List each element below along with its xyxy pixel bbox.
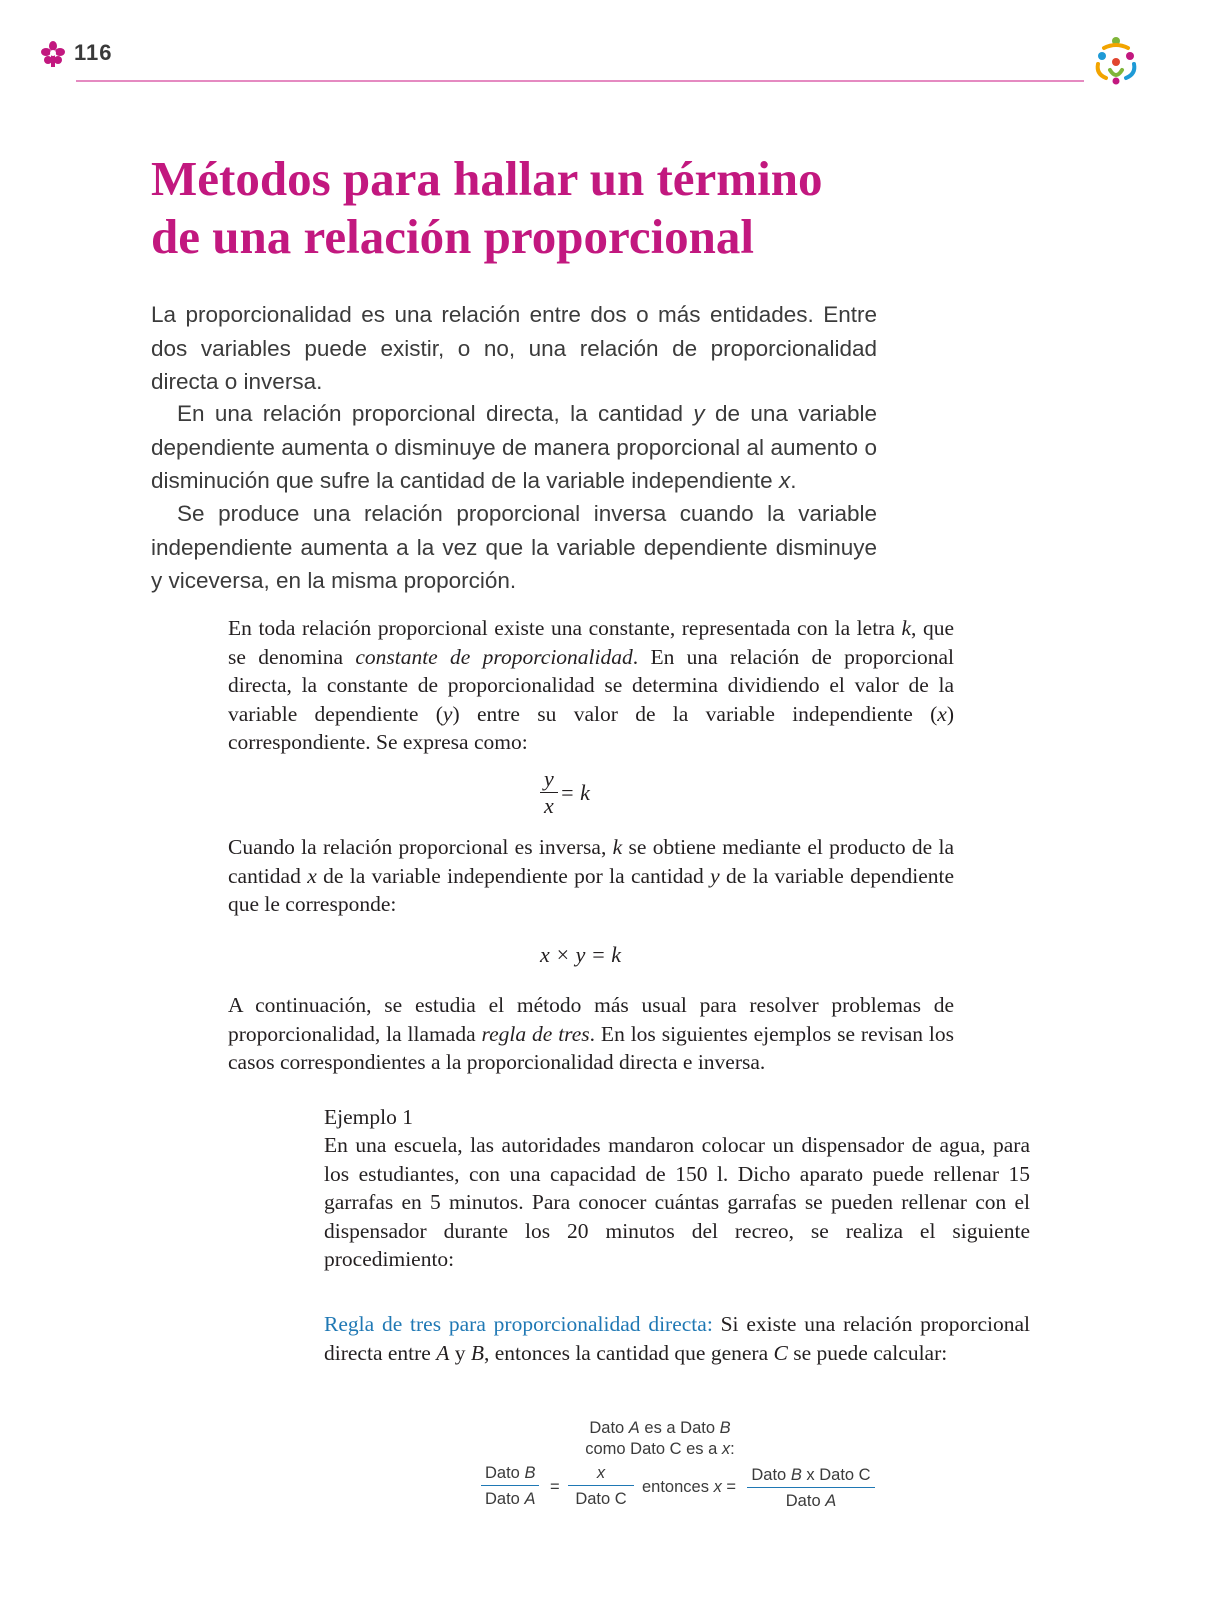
text: de la variable dependiente que le corresponde:	[228, 863, 955, 916]
example-body: En una escuela, las autoridades mandaron colocar un dispensador de agua, para los estudiantes, con una capacidad de 150 l. Dicho aparato puede rellenar 15 garrafas en 5 minutos. Para conocer cuántas garrafas se pueden rellenar con el dispensador durante los 20 minutos del recreo, se realiza el siguiente procedimiento:	[324, 1133, 1030, 1271]
fraction-denominator: x	[544, 793, 554, 818]
var-B: B	[719, 1419, 731, 1437]
equals-sign: =	[550, 1478, 560, 1496]
text: Si existe una relación proporcional directa entre	[324, 1312, 1030, 1365]
var-x: x	[713, 1478, 722, 1496]
fraction-y-over-x	[540, 766, 558, 819]
fraction-result	[744, 1464, 878, 1512]
then-label	[642, 1478, 736, 1497]
text: se obtiene mediante el producto de la cantidad	[228, 835, 954, 888]
var-A: A	[628, 1419, 640, 1437]
fraction-numerator	[568, 1462, 634, 1486]
text: En toda relación proporcional existe una constante, representada con la letra	[228, 616, 902, 640]
method-paragraph	[228, 991, 954, 1077]
intro-paragraph-2	[151, 397, 877, 498]
caption-line-1	[540, 1418, 780, 1439]
page-title	[151, 150, 1051, 266]
var-A: A	[436, 1340, 450, 1365]
fraction-denominator	[481, 1486, 539, 1510]
var-C: C	[773, 1340, 788, 1365]
text: es a Dato	[639, 1419, 720, 1437]
text: se puede calcular:	[787, 1340, 948, 1365]
text: =	[721, 1478, 737, 1496]
var-y: y	[693, 401, 705, 426]
var-x: x	[596, 1464, 606, 1482]
fraction-denominator	[782, 1488, 840, 1512]
text: , que se denomina	[228, 616, 954, 669]
formula-rhs: = k	[559, 779, 590, 805]
title-line-2: de una relación proporcional	[151, 209, 755, 264]
text: Dato	[485, 1490, 525, 1508]
formula-direct	[540, 766, 700, 819]
fraction-numerator	[747, 1464, 874, 1488]
flower-ornament-icon	[40, 40, 66, 68]
text: Dato	[589, 1419, 629, 1437]
text: . En los siguientes ejemplos se revisan los casos correspondientes a la proporcionalidad directa e inversa.	[228, 1021, 955, 1074]
text: :	[730, 1440, 735, 1458]
var-x: x	[721, 1440, 731, 1458]
text: de la variable independiente por la cantidad	[316, 863, 711, 888]
text: ) correspondiente. Se expresa como:	[228, 701, 955, 754]
var-x: x	[307, 863, 317, 888]
page-number: 116	[74, 40, 113, 65]
text: ) entre su valor de la variable independiente (	[452, 701, 938, 726]
text: , entonces la cantidad que genera	[483, 1340, 774, 1365]
fraction-numerator: y	[540, 766, 558, 793]
text: y	[449, 1340, 471, 1365]
text: entonces	[642, 1478, 714, 1496]
text: como Dato C es a	[585, 1440, 722, 1458]
var-x: x	[778, 468, 791, 493]
inverse-paragraph	[228, 833, 954, 919]
text: Dato	[785, 1492, 826, 1510]
caption-line-2	[540, 1439, 780, 1460]
var-B: B	[790, 1466, 802, 1484]
term-regla-de-tres: regla de tres	[481, 1021, 590, 1046]
text: A continuación, se estudia el método más usual para resolver problemas de proporcionalidad, la llamada	[228, 993, 954, 1046]
text: En una relación proporcional directa, la cantidad	[177, 401, 694, 426]
var-x: x	[937, 701, 947, 726]
text: de una variable dependiente aumenta o disminuye de manera proporcional al aumento o disminución que sufre la cantidad de la variable independiente	[151, 401, 877, 493]
colorful-figures-logo-icon	[1090, 34, 1142, 86]
fraction-x-over-datoC	[568, 1462, 634, 1510]
formula-inverse: x × y = k	[540, 942, 621, 967]
var-A: A	[524, 1490, 536, 1508]
var-B: B	[470, 1340, 484, 1365]
example-title: Ejemplo 1	[324, 1105, 413, 1129]
var-k: k	[612, 835, 623, 859]
text: Dato	[751, 1466, 791, 1484]
var-y: y	[442, 701, 453, 726]
rule-caption	[540, 1418, 780, 1460]
intro-paragraph-3: Se produce una relación proporcional inversa cuando la variable independiente aumenta a la vez que la variable dependiente disminuye y viceversa, en la misma proporción.	[151, 501, 877, 593]
text: . En una relación de proporcional directa, la constante de proporcionalidad se determina dividiendo el valor de la variable dependiente (	[228, 644, 954, 726]
var-y: y	[710, 863, 720, 888]
var-A: A	[825, 1492, 837, 1510]
var-k: k	[901, 616, 911, 640]
var-B: B	[524, 1464, 536, 1482]
text: x Dato C	[801, 1466, 871, 1484]
text: Dato	[485, 1464, 525, 1482]
rule-heading: Regla de tres para proporcionalidad directa:	[324, 1312, 713, 1336]
fraction-denominator: Dato C	[575, 1490, 627, 1508]
fraction-datoB-over-datoA	[481, 1462, 539, 1510]
constant-paragraph	[228, 614, 954, 757]
text: Cuando la relación proporcional es inversa,	[228, 835, 613, 859]
fraction-numerator	[481, 1462, 539, 1486]
header-divider	[76, 80, 1084, 82]
term-constante: constante de proporcionalidad	[355, 644, 633, 669]
text: .	[790, 468, 797, 493]
rule-paragraph	[324, 1310, 1030, 1367]
intro-paragraph-1: La proporcionalidad es una relación entre dos o más entidades. Entre dos variables puede existir, o no, una relación de proporcionalidad directa o inversa.	[151, 302, 877, 394]
title-line-1: Métodos para hallar un término	[151, 151, 823, 206]
